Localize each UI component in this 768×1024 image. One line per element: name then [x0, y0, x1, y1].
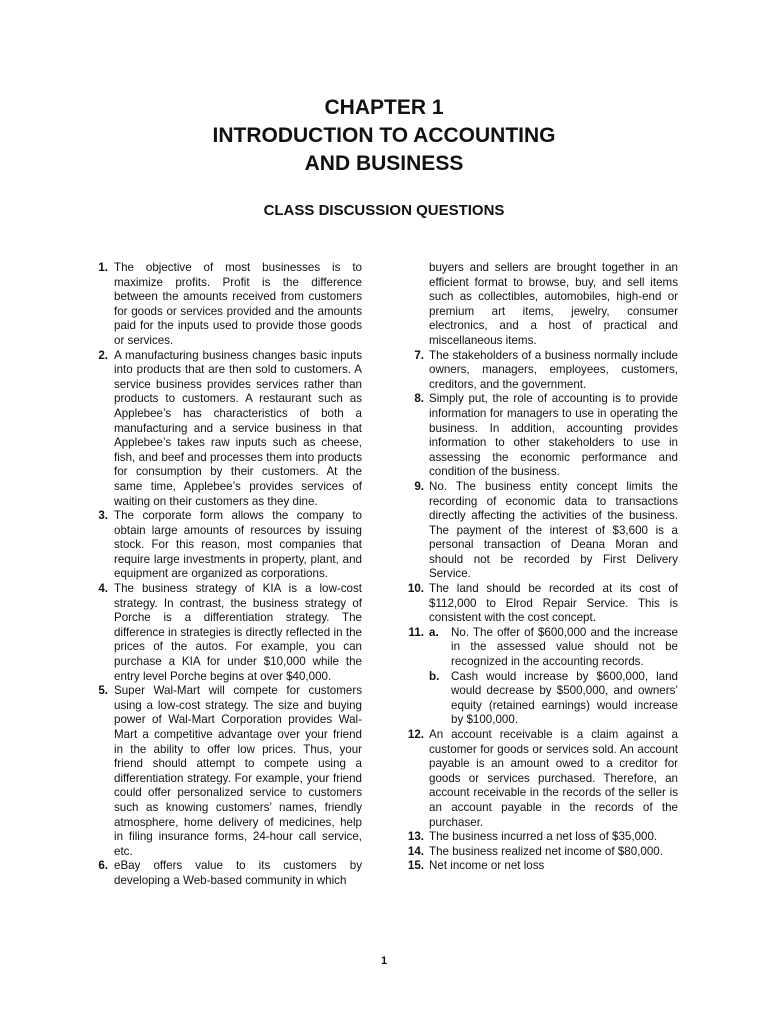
question-number: 13. [407, 830, 424, 844]
question-number: 1. [98, 261, 108, 274]
question-answer: The corporate form allows the company to obtain large amounts of resources by issuing stock. For this reason, most companies that require large investments in property, plant, and equipment are organized as corporations. [114, 509, 362, 581]
question-answer: eBay offers value to its customers by developing a Web-based community in which [114, 859, 362, 887]
question-item [86, 509, 362, 582]
question-item [398, 582, 678, 626]
sub-label: b. [429, 669, 440, 683]
section-title: CLASS DISCUSSION QUESTIONS [263, 202, 505, 219]
question-number: 15. [407, 859, 424, 873]
question-item [86, 349, 362, 510]
question-item [398, 830, 678, 845]
question-item [398, 859, 678, 874]
question-number: 2. [98, 348, 108, 362]
question-item [86, 582, 362, 684]
chapter-title-line-1: INTRODUCTION TO ACCOUNTING [212, 124, 556, 147]
question-answer: No. The business entity concept limits the recording of economic data to transactions directly affecting the activities of the business. The payment of the interest of $3,600 is a personal transaction of Deana Moran and should not be recorded by First Delivery Service. [429, 479, 678, 581]
question-item [86, 684, 362, 859]
question-item [398, 845, 678, 860]
question-6-continuation: buyers and sellers are brought together in an efficient format to browse, buy, and sell items such as collectibles, automobiles, high-end or premium art items, jewelry, consumer electronics, and a host of practical and miscellaneous items. [429, 261, 678, 347]
question-number: 7. [414, 348, 424, 362]
chapter-title-line-2: AND BUSINESS [304, 152, 464, 175]
question-number: 9. [414, 479, 424, 493]
sub-answer-a [429, 626, 678, 670]
question-item [398, 349, 678, 393]
question-answer: Simply put, the role of accounting is to provide information for managers to use in operating the business. In addition, accounting provides information to other stakeholders to use in assessing the economic performance and condition of the business. [429, 392, 678, 479]
chapter-number: CHAPTER 1 [324, 96, 444, 119]
sub-answer-b [429, 670, 678, 728]
question-answer: The land should be recorded at its cost of $112,000 to Elrod Repair Service. This is consistent with the cost concept. [429, 582, 678, 625]
right-column [398, 261, 678, 874]
question-item [398, 392, 678, 480]
question-item [86, 261, 362, 349]
question-answer: The business strategy of KIA is a low-cost strategy. In contrast, the business strategy of Porche is a differentiation strategy. The difference in strategies is directly reflected in the prices of the autos. For example, you can purchase a KIA for under $10,000 while the entry level Porche begins at over $40,000. [114, 582, 362, 683]
left-column [86, 261, 362, 889]
question-answer: The business realized net income of $80,000. [429, 844, 663, 858]
question-number: 8. [414, 392, 424, 406]
question-number: 14. [407, 844, 424, 858]
question-answer: The business incurred a net loss of $35,000. [429, 830, 658, 844]
question-answer: Super Wal-Mart will compete for customers using a low-cost strategy. The size and buying power of Wal-Mart Corporation provides Wal-Mart a competitive advantage over your friend in the ability to offer low prices. Thus, your friend should attempt to compete using a differentiation strategy. For example, your friend could offer personalized service to customers such as knowing customers’ names, friendly atmosphere, home delivery of medicines, help in filing insurance forms, 24-hour call service, etc. [114, 684, 362, 858]
question-number: 4. [98, 582, 108, 596]
chapter-heading [0, 94, 768, 178]
question-answer: A manufacturing business changes basic inputs into products that are then sold to customers. A service business provides services rather than products to customers. A restaurant such as Applebee’s has characteristics of both a manufacturing and a service business in that Applebee’s takes raw inputs such as cheese, fish, and beef and processes them into products for consumption by their customers. At the same time, Applebee’s provides services of waiting on their customers as they dine. [114, 348, 362, 508]
page-number: 1 [380, 955, 388, 967]
question-item [398, 728, 678, 830]
question-answer: An account receivable is a claim against a customer for goods or services sold. An account payable is an amount owed to a creditor for goods or services purchased. Therefore, an account receivable in the records of the seller is an account payable in the records of the purchaser. [429, 728, 678, 829]
question-number: 6. [98, 859, 108, 873]
question-number: 11. [408, 625, 424, 639]
question-number: 3. [98, 509, 108, 523]
question-answer: Net income or net loss [429, 859, 545, 873]
question-item [86, 859, 362, 888]
question-answer: The stakeholders of a business normally include owners, managers, employees, customers, creditors, and the government. [429, 348, 678, 391]
question-number: 5. [98, 684, 108, 698]
sub-answer-text: No. The offer of $600,000 and the increase in the assessed value should not be recognized in the accounting records. [451, 625, 678, 669]
question-number: 12. [407, 728, 424, 741]
sub-answer-text: Cash would increase by $600,000, land would decrease by $500,000, and owners’ equity (retained earnings) would increase by $100,000. [451, 669, 678, 727]
question-answer: The objective of most businesses is to maximize profits. Profit is the difference between the amounts received from customers for goods or services provided and the amounts paid for the inputs used to provide those goods or services. [114, 261, 362, 347]
question-item [398, 480, 678, 582]
question-item [398, 626, 678, 728]
sub-label: a. [429, 625, 439, 639]
question-number: 10. [407, 582, 424, 596]
